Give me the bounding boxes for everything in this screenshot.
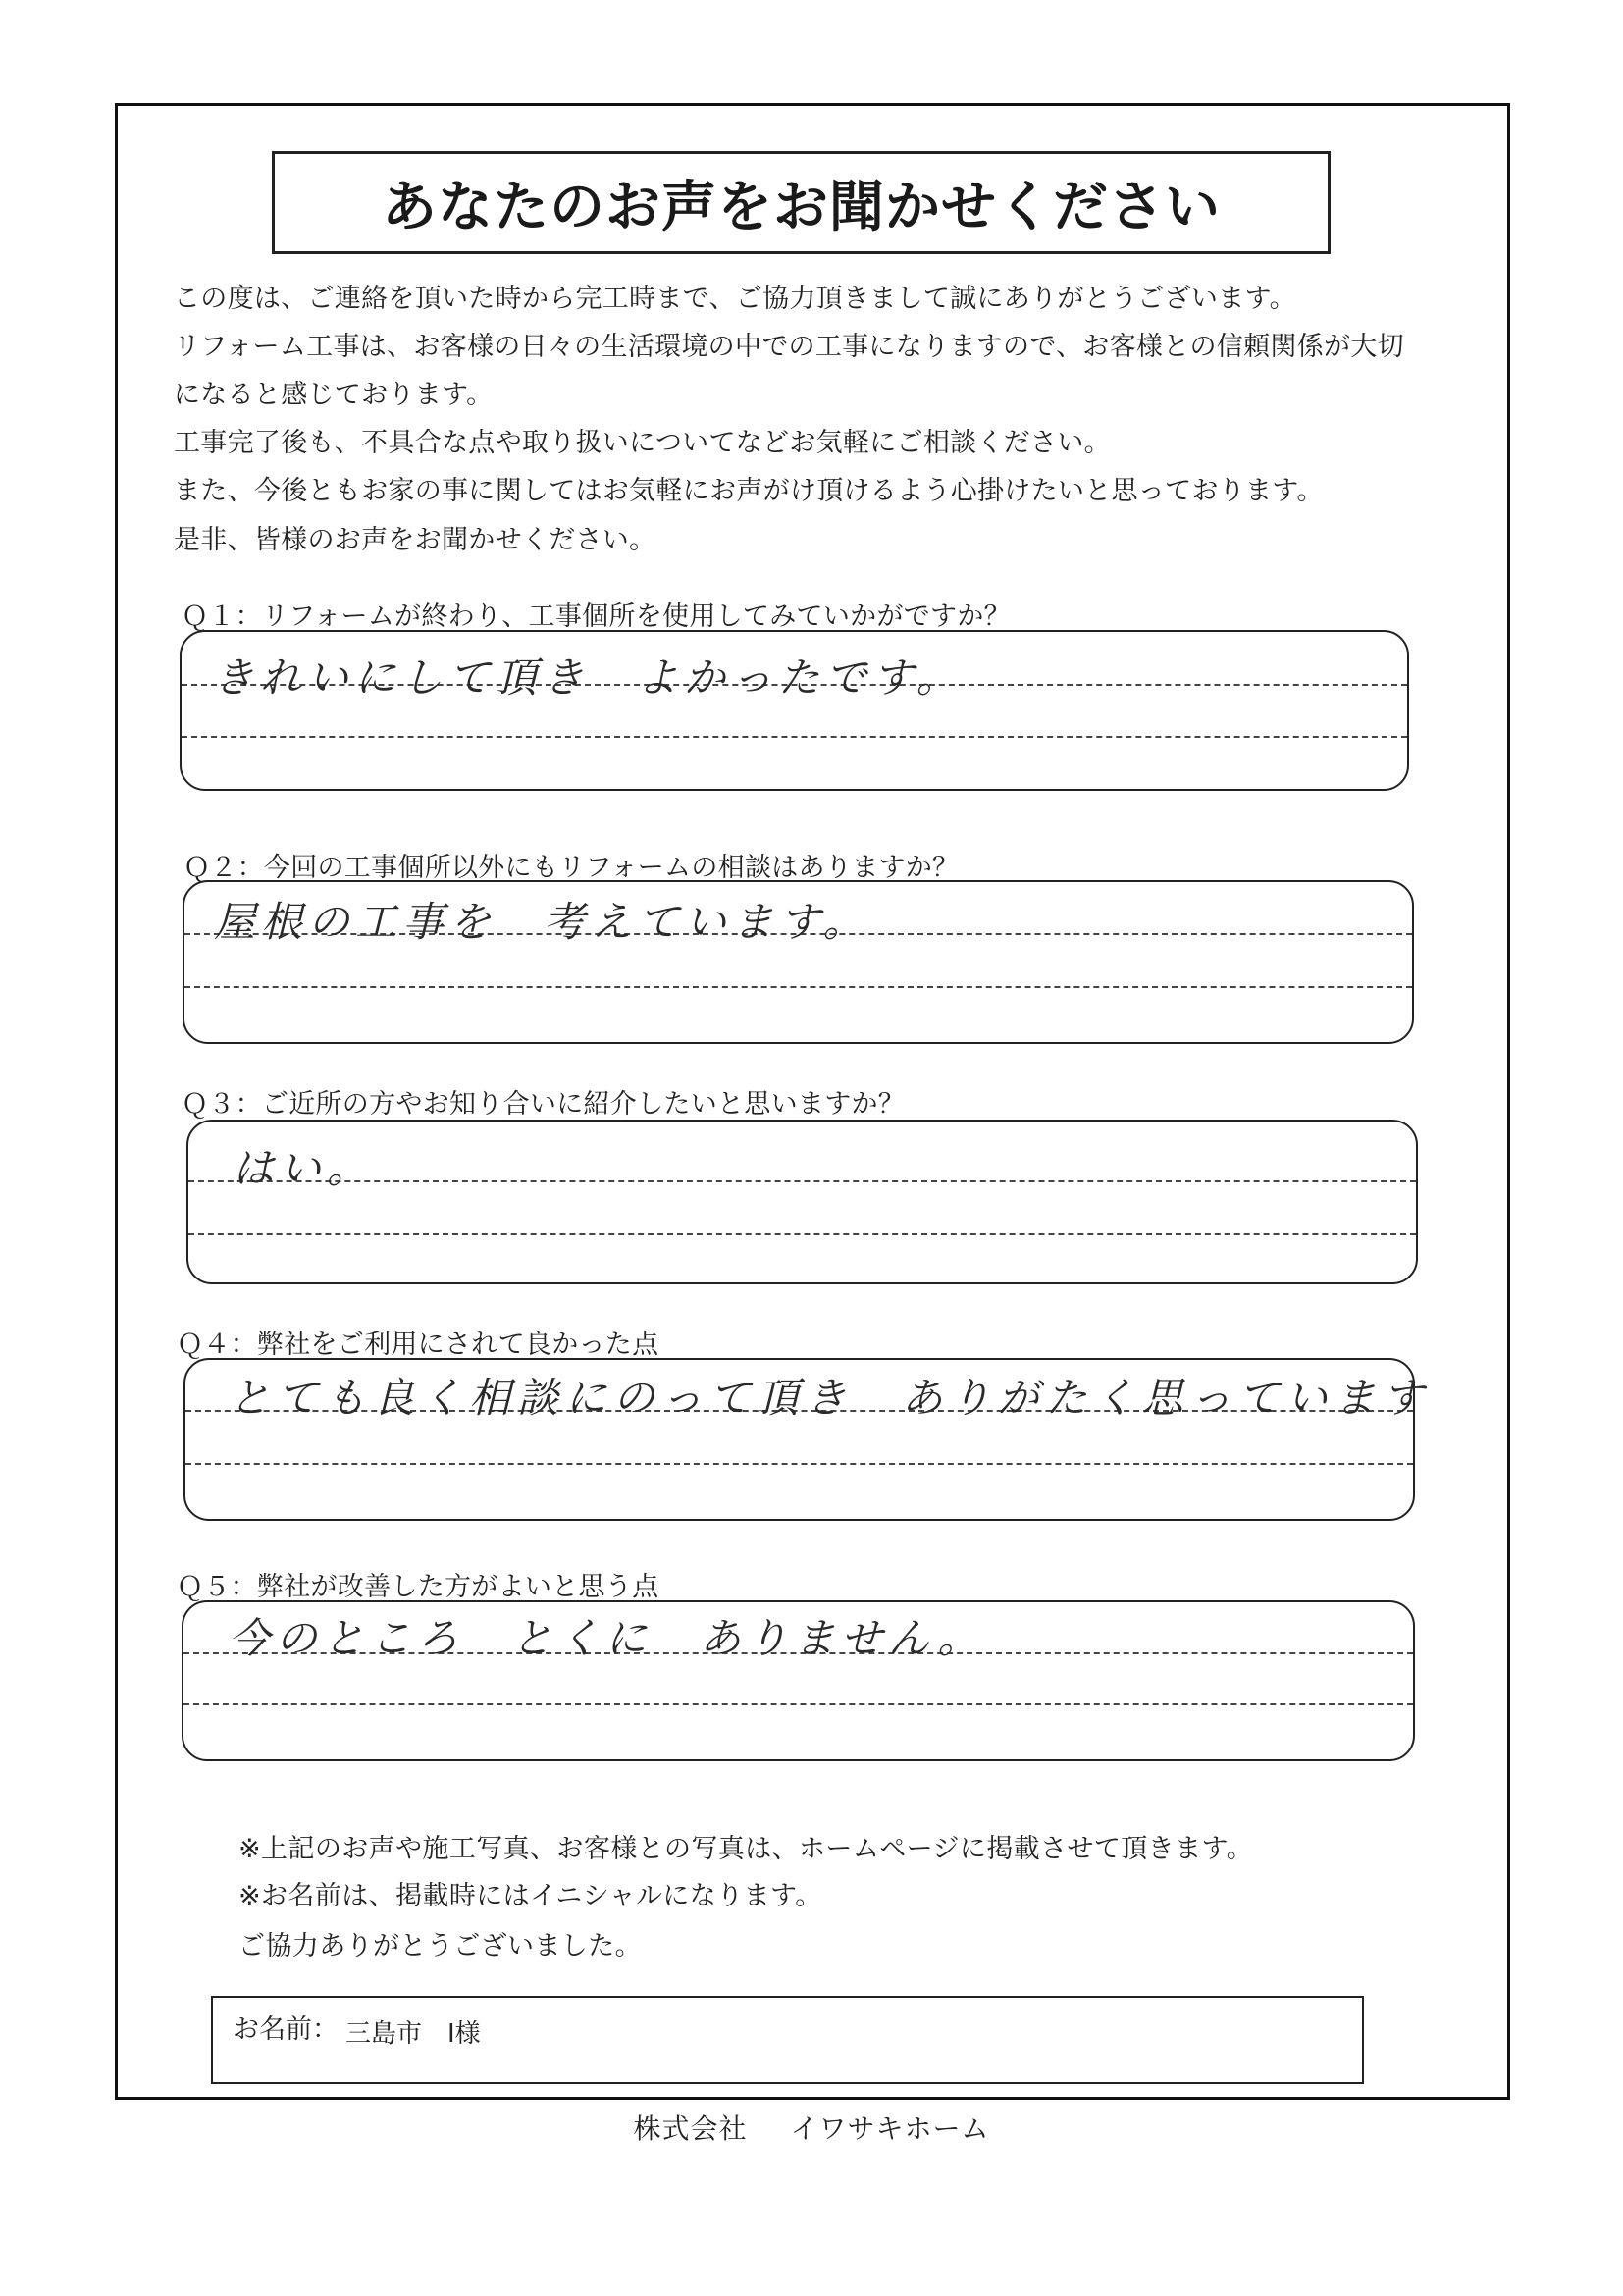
answer-3-text: はい。 [233,1144,375,1192]
intro-line-5: また、今後ともお家の事に関してはお気軽にお声がけ頂けるよう心掛けたいと思っております。 [174,476,1324,506]
answer-line [183,1703,1413,1705]
note-publication: ※上記のお声や施工写真、お客様との写真は、ホームページに掲載させて頂きます。 [238,1834,1254,1864]
answer-line [185,1463,1413,1465]
note-initials: ※お名前は、掲載時にはイニシャルになります。 [238,1881,822,1911]
question-5-label: Ｑ５：弊社が改善した方がよいと思う点 [177,1572,659,1602]
question-3-label: Ｑ３：ご近所の方やお知り合いに紹介したいと思いますか？ [182,1089,906,1120]
name-value: 三島市 I様 [345,2019,481,2049]
question-1-label: Ｑ１：リフォームが終わり、工事個所を使用してみていかがですか？ [182,601,1011,632]
page-title: あなたのお声をお聞かせください [382,174,1221,239]
question-4-label: Ｑ４：弊社をご利用にされて良かった点 [177,1330,659,1360]
answer-5-text: 今のところ とくに ありません。 [229,1614,985,1662]
intro-line-4: 工事完了後も、不具合な点や取り扱いについてなどお気軽にご相談ください。 [174,428,1111,458]
answer-line [182,736,1407,738]
answer-4-text: とても良く相談にのって頂き ありがたく思っています [229,1374,1431,1422]
company-footer [0,2108,1623,2147]
question-2-label: Ｑ２：今回の工事個所以外にもリフォームの相談はありますか？ [183,853,960,883]
answer-line [188,1233,1416,1235]
intro-line-3: になると感じております。 [174,380,494,410]
intro-line-2: リフォーム工事は、お客様の日々の生活環境の中での工事になりますので、お客様との信頼関係が大切 [174,332,1404,362]
name-label: お名前： [233,2014,339,2045]
answer-2-text: 屋根の工事を 考えています。 [214,898,870,946]
intro-line-6: 是非、皆様のお声をお聞かせください。 [174,525,656,555]
answer-line [184,986,1412,988]
company-name: イワサキホーム [790,2113,990,2145]
intro-line-1: この度は、ご連絡を頂いた時から完工時まで、ご協力頂きまして誠にありがとうございます。 [174,284,1296,314]
thank-you-note: ご協力ありがとうございました。 [238,1931,642,1961]
answer-1-text: きれいにして頂き よかったです。 [213,653,964,702]
company-type: 株式会社 [633,2113,748,2145]
